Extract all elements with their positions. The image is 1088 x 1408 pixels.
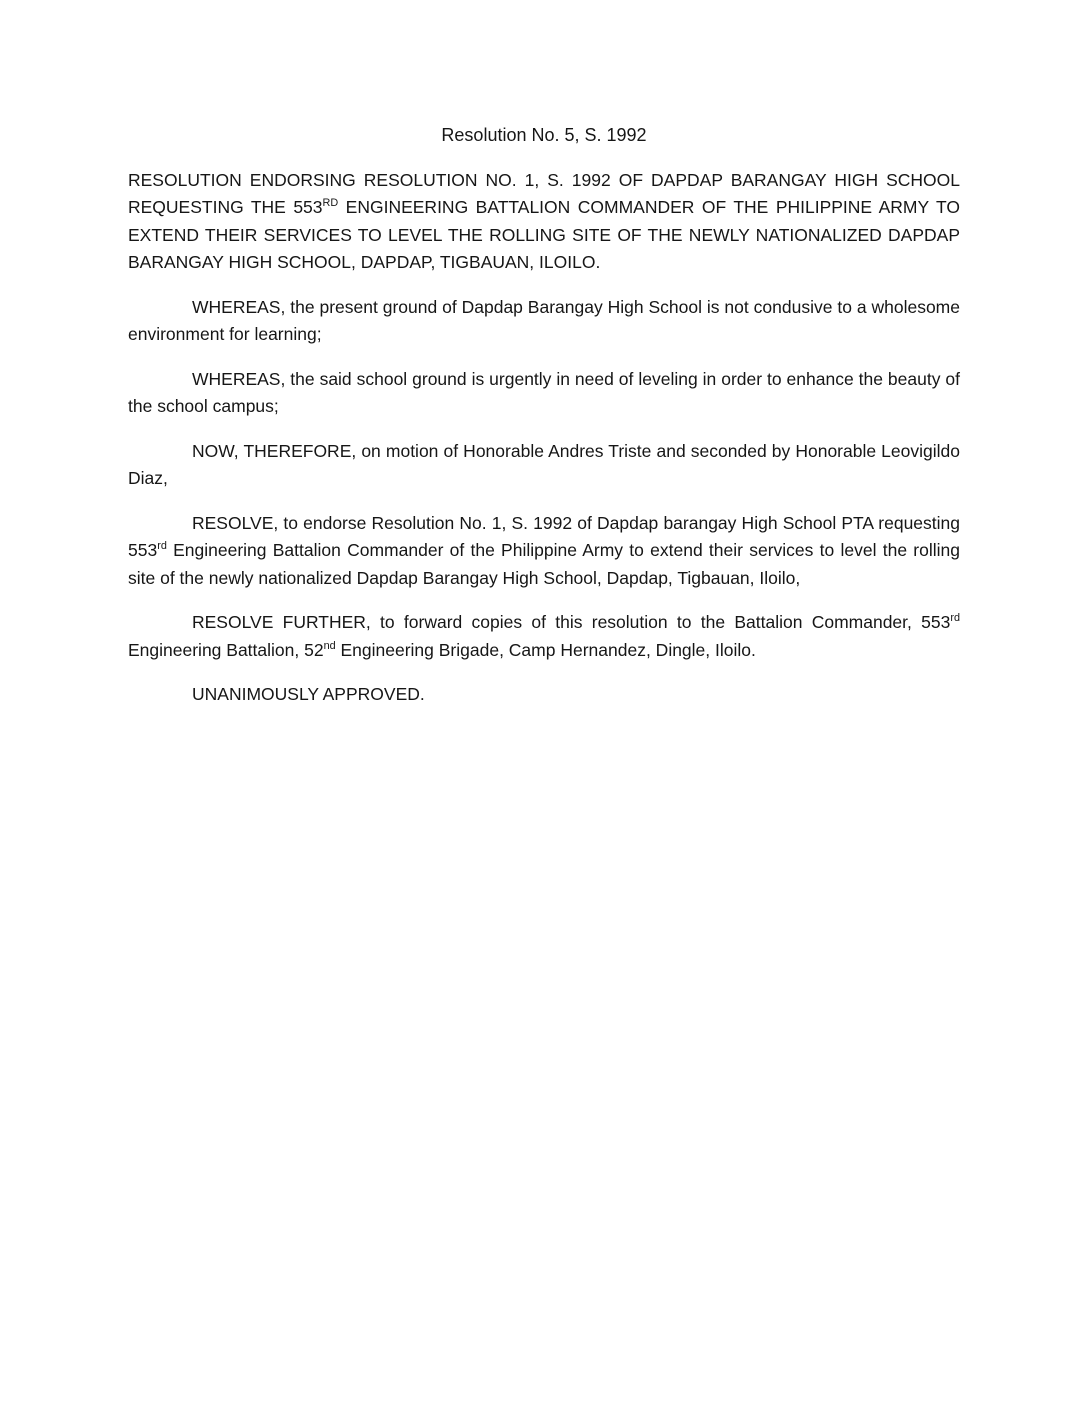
paragraph-now-therefore xyxy=(128,438,960,493)
paragraph-resolve-further xyxy=(128,609,960,664)
paragraph-resolve xyxy=(128,510,960,593)
paragraph-text: Engineering Battalion Commander of the Philippine Army to extend their services to level the rolling site of the newly nationalized Dapdap Barangay High School, Dapdap, Tigbauan, Iloilo, xyxy=(128,540,960,588)
ordinal-superscript: nd xyxy=(323,639,336,652)
paragraph-text: UNANIMOUSLY APPROVED. xyxy=(192,684,425,704)
paragraph-text: RESOLUTION ENDORSING RESOLUTION NO. 1, S. 1992 OF DAPDAP BARANGAY HIGH SCHOOL REQUESTING THE 553 xyxy=(128,169,960,217)
paragraph-whereas-1 xyxy=(128,294,960,349)
resolution-title: Resolution No. 5, S. 1992 xyxy=(441,125,647,145)
paragraph-text: NOW, THEREFORE, on motion of Honorable Andres Triste and seconded by Honorable Leovigildo Diaz, xyxy=(128,440,960,488)
paragraph-approved xyxy=(128,681,960,709)
paragraph-text: RESOLVE FURTHER, to forward copies of this resolution to the Battalion Commander, 553 xyxy=(192,612,951,632)
paragraph-endorsing xyxy=(128,167,960,277)
ordinal-superscript: rd xyxy=(157,540,167,553)
paragraph-text: Engineering Brigade, Camp Hernandez, Dingle, Iloilo. xyxy=(335,639,756,660)
paragraph-text: ENGINEERING BATTALION COMMANDER OF THE PHILIPPINE ARMY TO EXTEND THEIR SERVICES TO LEVEL THE ROLLING SITE OF THE NEWLY NATIONALIZED DAPDAP BARANGAY HIGH SCHOOL, DAPDAP, TIGBAUAN, ILOILO. xyxy=(128,197,960,272)
paragraph-text: WHEREAS, the present ground of Dapdap Barangay High School is not condusive to a wholesome environment for learning; xyxy=(128,296,960,344)
paragraph-text: WHEREAS, the said school ground is urgently in need of leveling in order to enhance the beauty of the school campus; xyxy=(128,368,960,416)
paragraph-text: Engineering Battalion, 52 xyxy=(128,639,324,660)
paragraph-whereas-2 xyxy=(128,366,960,421)
ordinal-superscript: rd xyxy=(950,612,960,625)
paragraph-text: RESOLVE, to endorse Resolution No. 1, S. 1992 of Dapdap barangay High School PTA requesting 553 xyxy=(128,512,960,560)
ordinal-superscript: RD xyxy=(322,197,339,210)
